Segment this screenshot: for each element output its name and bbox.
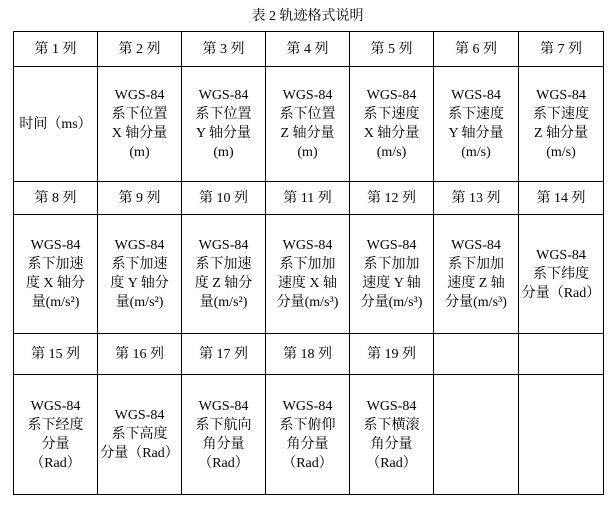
field-description-line: Y 轴分量 bbox=[448, 126, 504, 141]
column-number-label: 第 8 列 bbox=[34, 190, 77, 206]
field-description-line: 速度 Z 轴 bbox=[447, 276, 505, 291]
field-description-line: 度 Z 轴分 bbox=[194, 276, 253, 291]
field-description-row bbox=[14, 215, 604, 334]
field-description-line: WGS-84 bbox=[30, 238, 81, 253]
field-description-line: (m/s) bbox=[376, 145, 407, 160]
field-description-cell bbox=[350, 375, 434, 495]
field-description-line: 量(m/s²) bbox=[31, 295, 80, 310]
field-description-line: WGS-84 bbox=[198, 238, 249, 253]
field-description-line: WGS-84 bbox=[114, 408, 165, 423]
field-description-line: 系下位置 bbox=[279, 107, 336, 122]
empty-cell bbox=[519, 334, 604, 375]
column-number-label: 第 16 列 bbox=[115, 346, 164, 362]
column-number-label: 第 9 列 bbox=[118, 190, 161, 206]
column-number-label: 第 5 列 bbox=[370, 41, 413, 57]
column-number-cell bbox=[14, 32, 98, 67]
field-description-line: 分量(m/s³) bbox=[445, 295, 507, 310]
column-number-cell bbox=[519, 182, 604, 215]
column-number-label: 第 10 列 bbox=[199, 190, 248, 206]
field-description-cell bbox=[266, 375, 350, 495]
field-description-cell bbox=[14, 375, 98, 495]
column-number-cell bbox=[350, 32, 434, 67]
field-description-line: 时间（ms） bbox=[19, 116, 92, 132]
empty-cell bbox=[519, 375, 604, 495]
column-number-cell bbox=[182, 334, 266, 375]
field-description-line: 分量(m/s³) bbox=[360, 295, 423, 310]
field-description-line: WGS-84 bbox=[198, 88, 249, 103]
column-number-label: 第 2 列 bbox=[118, 41, 161, 57]
column-number-label: 第 14 列 bbox=[536, 190, 586, 206]
column-number-label: 第 12 列 bbox=[367, 190, 416, 206]
field-description-line: WGS-84 bbox=[198, 398, 249, 414]
field-description-cell bbox=[266, 215, 350, 334]
field-description-cell bbox=[98, 375, 182, 495]
field-description-line: (m/s) bbox=[461, 145, 491, 160]
field-description-line: 系下速度 bbox=[533, 107, 589, 122]
field-description-line: 度 X 轴分 bbox=[25, 276, 86, 291]
field-description-line: 度 Y 轴分 bbox=[110, 276, 169, 291]
field-description-line: X 轴分量 bbox=[363, 126, 420, 141]
field-description-line: 系下位置 bbox=[111, 107, 168, 122]
column-number-label: 第 13 列 bbox=[451, 190, 501, 206]
field-description-line: 分量（Rad） bbox=[100, 446, 179, 461]
column-number-label: 第 11 列 bbox=[283, 190, 332, 206]
field-description-line: 系下位置 bbox=[195, 107, 252, 122]
field-description-line: 速度 X 轴 bbox=[277, 276, 338, 291]
field-description-cell bbox=[350, 67, 434, 182]
field-description-line: 分量(m/s³) bbox=[276, 295, 339, 310]
field-description-cell bbox=[98, 67, 182, 182]
field-description-line: （Rad） bbox=[30, 455, 81, 471]
empty-cell bbox=[434, 375, 519, 495]
column-number-cell bbox=[14, 182, 98, 215]
column-number-cell bbox=[266, 334, 350, 375]
field-description-cell bbox=[98, 215, 182, 334]
field-description-line: 系下加加 bbox=[279, 257, 336, 272]
column-number-label: 第 17 列 bbox=[199, 346, 248, 362]
field-description-cell bbox=[182, 215, 266, 334]
field-description-line: 系下加速 bbox=[111, 257, 168, 272]
field-description-line: WGS-84 bbox=[366, 88, 417, 103]
field-description-line: Z 轴分量 bbox=[280, 126, 335, 141]
field-description-line: 速度 Y 轴 bbox=[362, 276, 421, 291]
field-description-line: Y 轴分量 bbox=[195, 126, 252, 141]
column-number-label: 第 1 列 bbox=[34, 41, 77, 57]
field-description-line: 系下速度 bbox=[448, 107, 504, 122]
field-description-line: WGS-84 bbox=[366, 238, 417, 253]
field-description-line: 系下横滚 bbox=[363, 417, 420, 433]
column-number-row bbox=[14, 334, 604, 375]
field-description-line: WGS-84 bbox=[536, 247, 586, 263]
field-description-line: WGS-84 bbox=[114, 238, 165, 253]
field-description-line: WGS-84 bbox=[282, 238, 333, 253]
column-number-row bbox=[14, 182, 604, 215]
column-number-row bbox=[14, 32, 604, 67]
field-description-line: 量(m/s²) bbox=[199, 295, 248, 310]
field-description-line: WGS-84 bbox=[451, 238, 501, 253]
field-description-line: 分量 bbox=[41, 436, 70, 452]
field-description-line: 角分量 bbox=[286, 436, 329, 452]
column-number-cell bbox=[266, 32, 350, 67]
field-description-line: WGS-84 bbox=[366, 398, 417, 414]
column-number-cell bbox=[350, 334, 434, 375]
field-description-line: 系下加加 bbox=[448, 257, 504, 272]
field-description-line: 系下航向 bbox=[195, 417, 252, 433]
column-number-label: 第 3 列 bbox=[202, 41, 245, 57]
column-number-cell bbox=[98, 334, 182, 375]
field-description-line: (m) bbox=[129, 145, 150, 160]
column-number-label: 第 4 列 bbox=[286, 41, 329, 57]
field-description-row bbox=[14, 375, 604, 495]
field-description-line: WGS-84 bbox=[536, 88, 586, 103]
field-description-line: 分量（Rad） bbox=[521, 285, 601, 301]
field-description-cell bbox=[14, 215, 98, 334]
field-description-cell bbox=[182, 67, 266, 182]
field-description-line: 系下加加 bbox=[363, 257, 420, 272]
field-description-line: WGS-84 bbox=[282, 88, 333, 103]
field-description-cell bbox=[519, 215, 604, 334]
column-number-cell bbox=[182, 32, 266, 67]
field-description-line: 角分量 bbox=[370, 436, 413, 452]
table-caption: 表 2 轨迹格式说明 bbox=[251, 9, 364, 24]
field-description-line: (m) bbox=[213, 145, 234, 160]
field-description-cell bbox=[519, 67, 604, 182]
field-description-line: 角分量 bbox=[202, 436, 245, 452]
column-number-cell bbox=[14, 334, 98, 375]
field-description-line: WGS-84 bbox=[30, 398, 81, 414]
field-description-line: 系下高度 bbox=[111, 427, 168, 442]
field-description-cell bbox=[434, 215, 519, 334]
field-description-line: WGS-84 bbox=[114, 88, 165, 103]
column-number-cell bbox=[519, 32, 604, 67]
field-description-line: (m) bbox=[297, 145, 318, 160]
column-number-label: 第 18 列 bbox=[283, 346, 332, 362]
field-description-line: 系下俯仰 bbox=[279, 417, 336, 433]
field-description-line: (m/s) bbox=[546, 145, 576, 160]
field-description-cell bbox=[350, 215, 434, 334]
field-description-row bbox=[14, 67, 604, 182]
column-number-label: 第 7 列 bbox=[540, 41, 582, 57]
field-description-line: （Rad） bbox=[198, 455, 249, 471]
column-number-cell bbox=[98, 32, 182, 67]
field-description-line: 系下速度 bbox=[363, 107, 420, 122]
column-number-cell bbox=[434, 182, 519, 215]
trajectory-format-table bbox=[13, 31, 604, 495]
field-description-line: Z 轴分量 bbox=[533, 126, 589, 141]
column-number-label: 第 6 列 bbox=[455, 41, 497, 57]
field-description-line: 量(m/s²) bbox=[115, 295, 164, 310]
column-number-cell bbox=[182, 182, 266, 215]
field-description-line: WGS-84 bbox=[451, 88, 501, 103]
column-number-label: 第 15 列 bbox=[31, 346, 80, 362]
field-description-line: X 轴分量 bbox=[111, 126, 168, 141]
field-description-line: 系下加速 bbox=[195, 257, 252, 272]
field-description-cell bbox=[266, 67, 350, 182]
field-description-line: 系下经度 bbox=[27, 417, 84, 433]
column-number-cell bbox=[350, 182, 434, 215]
field-description-cell bbox=[182, 375, 266, 495]
column-number-cell bbox=[266, 182, 350, 215]
field-description-line: WGS-84 bbox=[282, 398, 333, 414]
field-description-line: 系下加速 bbox=[27, 257, 84, 272]
field-description-line: （Rad） bbox=[282, 455, 333, 471]
empty-cell bbox=[434, 334, 519, 375]
column-number-cell bbox=[434, 32, 519, 67]
column-number-label: 第 19 列 bbox=[367, 346, 416, 362]
field-description-line: 系下纬度 bbox=[533, 266, 589, 282]
field-description-line: （Rad） bbox=[366, 455, 417, 471]
field-description-cell bbox=[434, 67, 519, 182]
field-description-cell bbox=[14, 67, 98, 182]
column-number-cell bbox=[98, 182, 182, 215]
